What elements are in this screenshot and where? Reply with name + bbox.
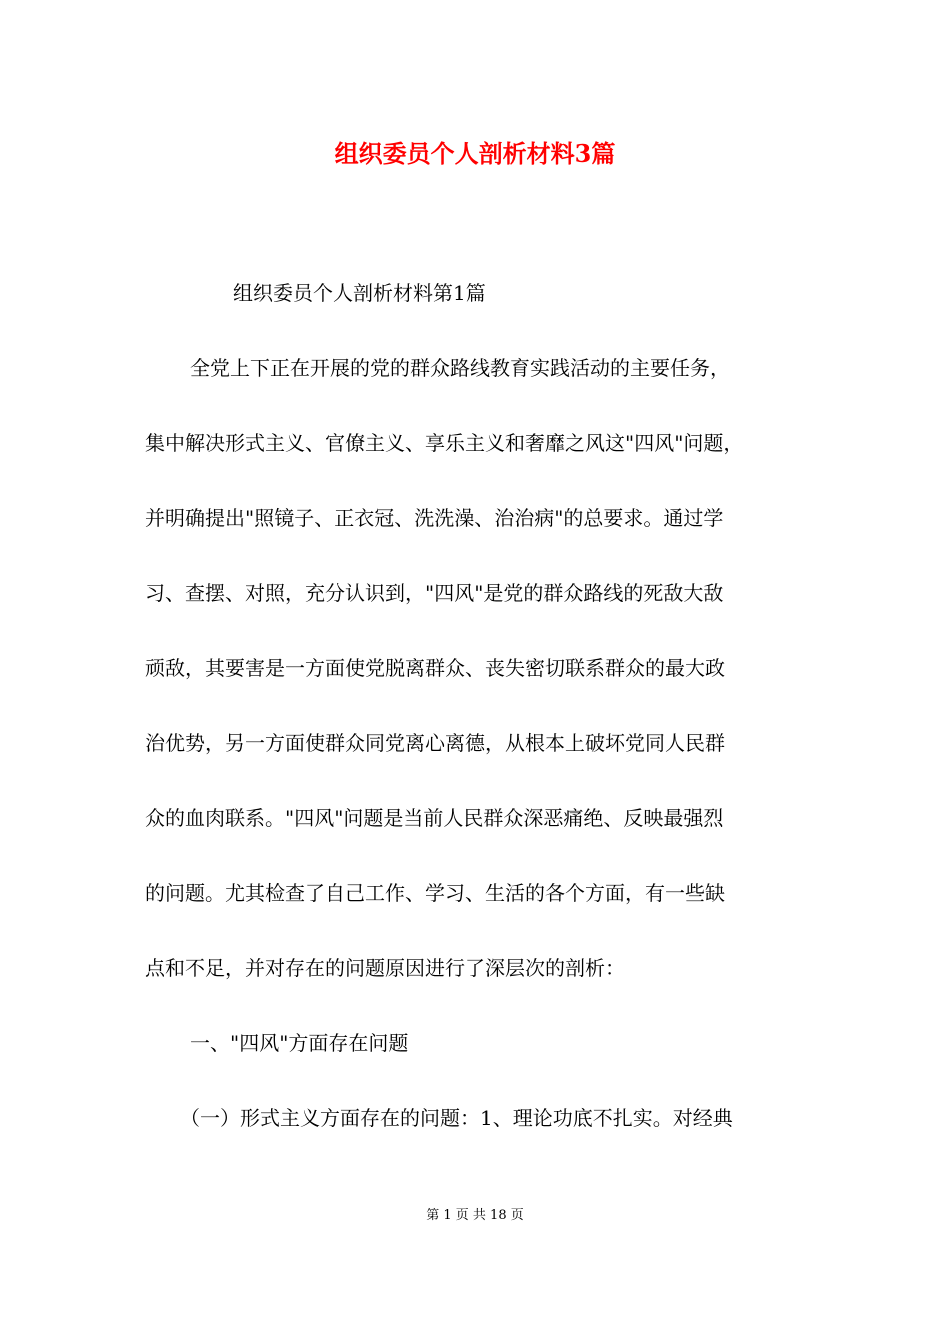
paragraph-line: 治优势，另一方面使群众同党离心离德，从根本上破坏党同人民群 [145,731,725,755]
paragraph-line: 的问题。尤其检查了自己工作、学习、生活的各个方面，有一些缺 [145,881,725,905]
paragraph-line: 并明确提出"照镜子、正衣冠、洗洗澡、治治病"的总要求。通过学 [145,506,724,530]
paragraph-line: 集中解决形式主义、官僚主义、享乐主义和奢靡之风这"四风"问题， [145,431,744,455]
document-title: 组织委员个人剖析材料3篇 [334,139,616,168]
page-number-footer: 第 1 页 共 18 页 [426,1208,524,1223]
paragraph-line: 全党上下正在开展的党的群众路线教育实践活动的主要任务， [190,356,730,380]
paragraph-line: 众的血肉联系。"四风"问题是当前人民群众深恶痛绝、反映最强烈 [145,806,724,830]
paragraph-line: 点和不足，并对存在的问题原因进行了深层次的剖析： [145,956,625,980]
paragraph-line: 顽敌，其要害是一方面使党脱离群众、丧失密切联系群众的最大政 [145,656,725,680]
section-heading: 组织委员个人剖析材料第1篇 [233,281,486,305]
paragraph-line: （一）形式主义方面存在的问题：1、理论功底不扎实。对经典 [180,1106,733,1130]
subsection-heading: 一、"四风"方面存在问题 [190,1031,409,1055]
paragraph-line: 习、查摆、对照，充分认识到，"四风"是党的群众路线的死敌大敌 [145,581,724,605]
